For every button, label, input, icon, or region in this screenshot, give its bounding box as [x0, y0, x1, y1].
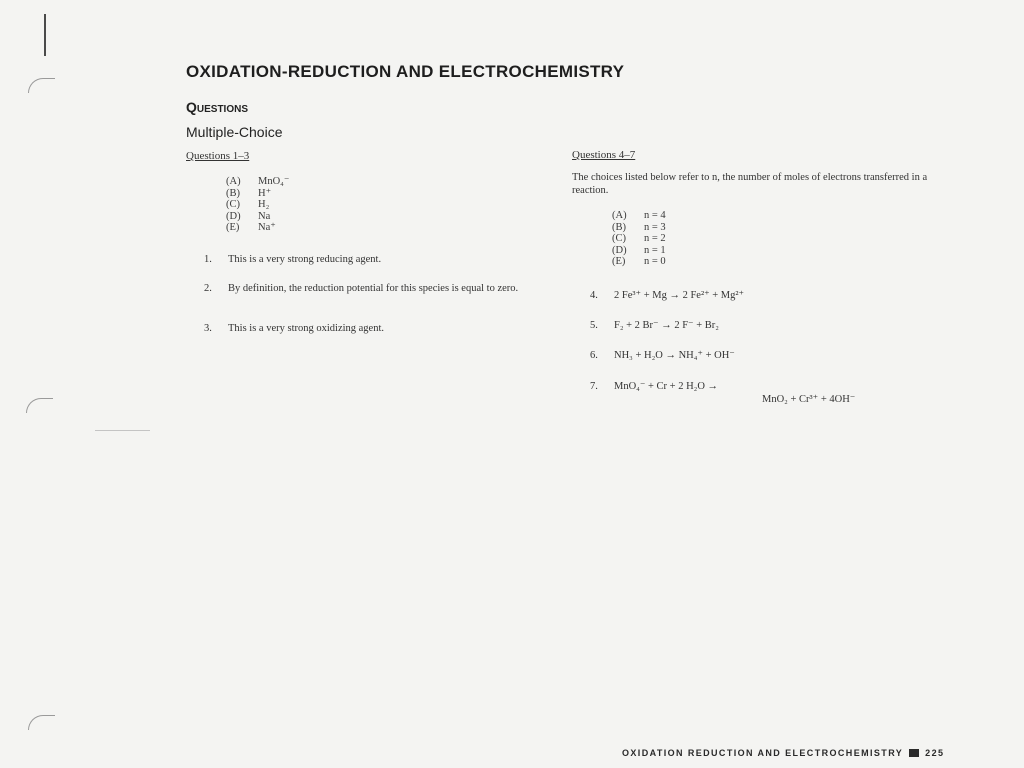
choice-text: Na⁺	[258, 222, 276, 233]
question-number: 7.	[590, 381, 598, 392]
choice-letter: (B)	[226, 187, 240, 199]
question-equation: F₂ + 2 Br⁻ → 2 F⁻ + Br₂	[614, 320, 719, 331]
scan-margin-line	[44, 14, 46, 56]
choice-letter: (C)	[226, 199, 240, 210]
choice-text: MnO₄⁻	[258, 176, 290, 187]
question-equation: NH₃ + H₂O → NH₄⁺ + OH⁻	[614, 350, 735, 361]
question-item	[204, 283, 548, 296]
answer-choice	[612, 222, 666, 234]
choice-text: H⁺	[258, 187, 272, 199]
question-text: By definition, the reduction potential for this species is equal to zero.	[228, 283, 519, 294]
binder-hole-mark	[28, 715, 55, 730]
choice-letter: (E)	[612, 256, 626, 267]
question-item	[590, 320, 719, 333]
question-item	[590, 381, 855, 406]
question-text: This is a very strong oxidizing agent.	[228, 323, 385, 334]
question-equation-continued: MnO₂ + Cr³⁺ + 4OH⁻	[762, 393, 856, 405]
choice-text: H₂	[258, 199, 270, 210]
question-item	[204, 254, 381, 267]
choice-text: Na	[258, 210, 271, 222]
choice-text: n = 0	[644, 256, 666, 267]
answer-choice-list	[612, 210, 666, 268]
choice-letter: (D)	[612, 244, 627, 256]
question-number: 6.	[590, 350, 598, 361]
question-number: 4.	[590, 290, 598, 301]
answer-choice	[226, 188, 289, 200]
binder-hole-mark	[26, 398, 53, 413]
page-footer	[622, 748, 944, 758]
question-number: 2.	[204, 283, 212, 294]
question-item	[590, 290, 744, 303]
choice-letter: (A)	[226, 176, 241, 187]
running-title: OXIDATION REDUCTION AND ELECTROCHEMISTRY	[622, 748, 904, 758]
answer-choice	[226, 199, 289, 211]
page-number: 225	[925, 748, 945, 758]
question-number: 5.	[590, 320, 598, 331]
question-equation: MnO₄⁻ + Cr + 2 H₂O →	[614, 381, 719, 392]
choice-letter: (B)	[612, 221, 626, 233]
answer-choice	[612, 245, 666, 257]
choice-text: n = 4	[644, 210, 666, 221]
choice-text: n = 1	[644, 244, 666, 256]
answer-choice	[612, 256, 666, 268]
choice-letter: (A)	[612, 210, 627, 221]
question-group-label: Questions 1–3	[186, 150, 250, 162]
square-bullet-icon	[909, 749, 919, 757]
section-heading: Questions	[186, 99, 249, 115]
question-text: This is a very strong reducing agent.	[228, 254, 382, 265]
question-item	[590, 350, 735, 363]
question-equation: 2 Fe³⁺ + Mg → 2 Fe²⁺ + Mg²⁺	[614, 290, 745, 301]
question-number: 1.	[204, 254, 212, 265]
choice-letter: (C)	[612, 233, 626, 244]
choice-text: n = 3	[644, 221, 666, 233]
choice-letter: (D)	[226, 210, 241, 222]
question-group-intro: The choices listed below refer to n, the number of moles of electrons transferred in a reaction.	[572, 172, 928, 196]
question-item	[204, 323, 384, 336]
answer-choice-list	[226, 176, 289, 234]
question-number: 3.	[204, 323, 212, 334]
binder-hole-mark	[28, 78, 55, 93]
subheading: Multiple-Choice	[186, 124, 283, 140]
answer-choice	[226, 222, 289, 234]
answer-choice	[226, 176, 289, 188]
answer-choice	[612, 210, 666, 222]
answer-choice	[612, 233, 666, 245]
page-title: OXIDATION-REDUCTION AND ELECTROCHEMISTRY	[186, 62, 625, 81]
choice-text: n = 2	[644, 233, 666, 244]
answer-choice	[226, 211, 289, 223]
scan-rule-mark	[95, 430, 150, 431]
question-group-label: Questions 4–7	[572, 149, 636, 161]
choice-letter: (E)	[226, 222, 240, 233]
